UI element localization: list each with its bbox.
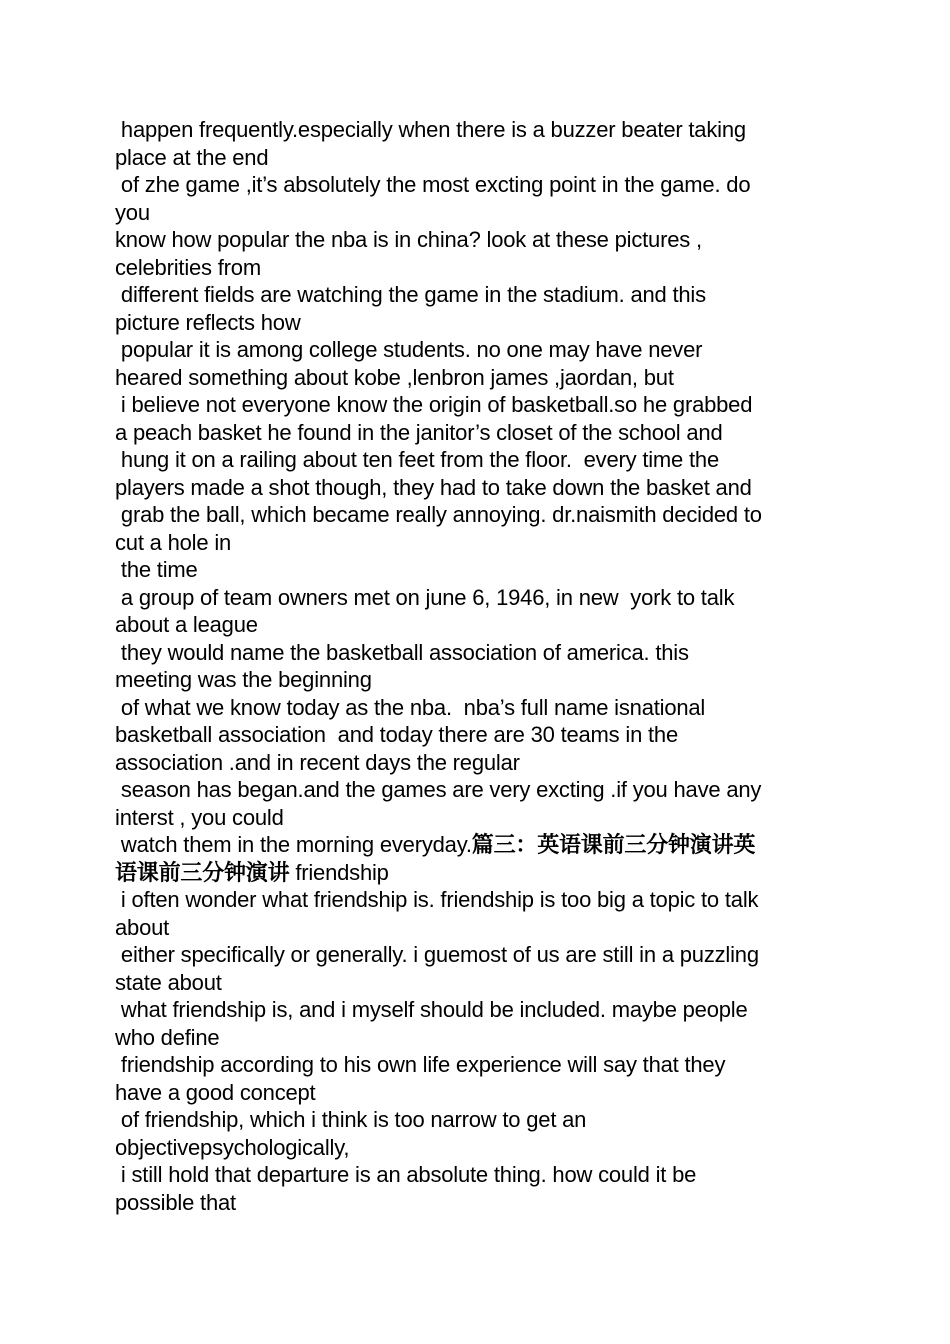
text-line: grab the ball, which became really annoying. dr.naismith decided to (115, 502, 762, 527)
text-line: of zhe game ,it’s absolutely the most excting point in the game. do (115, 172, 751, 197)
text-line: possible that (115, 1189, 236, 1215)
text-line: what friendship is, and i myself should be included. maybe people (115, 997, 748, 1022)
text-line: i often wonder what friendship is. friendship is too big a topic to talk (115, 887, 759, 912)
text-line: state about (115, 969, 222, 995)
text-line: either specifically or generally. i guemost of us are still in a puzzling (115, 942, 759, 967)
text-line: happen frequently.especially when there is a buzzer beater taking (115, 117, 746, 142)
text-line: of what we know today as the nba. nba’s full name isnational (115, 694, 706, 720)
text-line: players made a shot though, they had to take down the basket and (115, 474, 752, 500)
text-line: i still hold that departure is an absolute thing. how could it be (115, 1162, 697, 1187)
text-line: season has began.and the games are very excting .if you have any (115, 777, 762, 802)
text-line: a peach basket he found in the janitor’s closet of the school and (115, 419, 723, 445)
text-line: a group of team owners met on june 6, 1946, in new york to talk (115, 584, 735, 610)
text-line: basketball association and today there are 30 teams in the (115, 722, 679, 747)
text-line: they would name the basketball association of america. this (115, 639, 689, 665)
text-line: of friendship, which i think is too narrow to get an (115, 1107, 587, 1132)
text-line: different fields are watching the game in the stadium. and this (115, 282, 706, 307)
text-line: the time (115, 557, 198, 582)
section-heading: 篇三：英语课前三分钟演讲英 (471, 832, 756, 857)
text-line: association .and in recent days the regular (115, 749, 520, 775)
text-line: cut a hole in (115, 529, 232, 555)
text-line: celebrities from (115, 254, 261, 280)
text-line: know how popular the nba is in china? look at these pictures , (115, 227, 702, 252)
text-line: popular it is among college students. no one may have never (115, 337, 703, 362)
text-line: who define (115, 1024, 220, 1050)
text-segment: friendship (289, 859, 389, 885)
text-line: interst , you could (115, 804, 284, 830)
text-line: heared something about kobe ,lenbron james ,jaordan, but (115, 364, 674, 390)
mixed-text-line (115, 831, 845, 859)
text-line: you (115, 199, 150, 225)
text-line: objectivepsychologically, (115, 1134, 350, 1160)
text-segment: watch them in the morning everyday. (115, 832, 472, 857)
text-line: friendship according to his own life experience will say that they (115, 1052, 726, 1077)
section-heading: 语课前三分钟演讲 (115, 859, 290, 885)
body-text (115, 116, 845, 1216)
text-line: about a league (115, 612, 258, 637)
text-line: meeting was the beginning (115, 667, 372, 692)
text-line: hung it on a railing about ten feet from the floor. every time the (115, 447, 719, 472)
text-line: place at the end (115, 144, 269, 170)
text-line: picture reflects how (115, 309, 301, 335)
text-line: about (115, 914, 170, 940)
text-line: i believe not everyone know the origin of basketball.so he grabbed (115, 392, 753, 417)
text-line: have a good concept (115, 1079, 316, 1105)
mixed-text-line (115, 859, 845, 887)
